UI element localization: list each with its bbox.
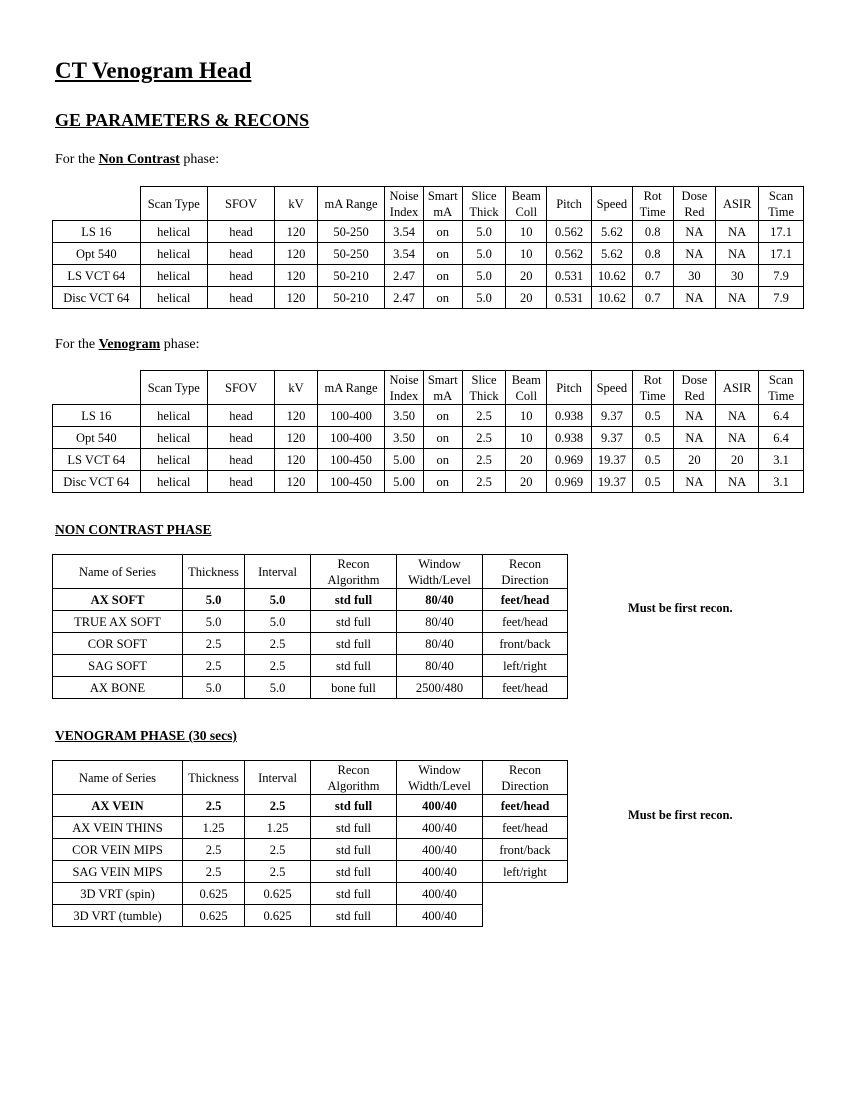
table-cell: on <box>423 265 462 287</box>
table-cell: 30 <box>716 265 759 287</box>
table-row <box>53 817 568 839</box>
column-header: Pitch <box>547 371 592 405</box>
table-cell: 5.0 <box>462 287 506 309</box>
table-cell: feet/head <box>483 817 568 839</box>
table-row <box>53 589 568 611</box>
table-cell: 0.625 <box>183 905 245 927</box>
table-header-row <box>53 371 804 405</box>
table-cell: front/back <box>483 633 568 655</box>
venogram-heading: VENOGRAM PHASE (30 secs) <box>55 728 237 743</box>
first-recon-note: Must be first recon. <box>628 808 733 822</box>
table-cell: 80/40 <box>397 611 483 633</box>
table-header-row <box>53 761 568 795</box>
table-cell: 5.0 <box>462 221 506 243</box>
table-cell: 5.0 <box>183 589 245 611</box>
table-cell: head <box>207 449 274 471</box>
table-cell: head <box>207 221 274 243</box>
table-cell: 5.0 <box>183 611 245 633</box>
table-cell: head <box>207 405 274 427</box>
column-header: SFOV <box>207 371 274 405</box>
table-cell: 2.5 <box>245 633 311 655</box>
table-cell: bone full <box>311 677 397 699</box>
table-cell: 400/40 <box>397 795 483 817</box>
table-cell: 2500/480 <box>397 677 483 699</box>
non-contrast-heading: NON CONTRAST PHASE <box>55 522 212 537</box>
table-cell: 2.5 <box>245 861 311 883</box>
column-header: Dose Red <box>673 187 716 221</box>
table-cell: 0.562 <box>547 221 592 243</box>
table-cell: 80/40 <box>397 589 483 611</box>
series-name: 3D VRT (tumble) <box>53 905 183 927</box>
table-cell: 50-250 <box>317 243 384 265</box>
page-title: CT Venogram Head <box>55 58 252 83</box>
table-cell: 2.5 <box>245 655 311 677</box>
table-cell: 0.7 <box>632 265 673 287</box>
column-header: Window Width/Level <box>397 555 483 589</box>
scanner-name: Disc VCT 64 <box>53 471 141 493</box>
table-cell: std full <box>311 861 397 883</box>
column-header: kV <box>275 187 318 221</box>
table-cell: 80/40 <box>397 633 483 655</box>
table-cell: 3.50 <box>385 405 424 427</box>
table-cell: 0.5 <box>632 405 673 427</box>
table-cell: on <box>423 471 462 493</box>
table-cell: 5.0 <box>245 589 311 611</box>
table-cell: 5.62 <box>592 221 633 243</box>
series-name: SAG SOFT <box>53 655 183 677</box>
table-cell: 5.0 <box>462 265 506 287</box>
table-cell: 2.5 <box>462 471 506 493</box>
table-cell: 0.8 <box>632 243 673 265</box>
table-cell: 10.62 <box>592 287 633 309</box>
table-cell: 400/40 <box>397 861 483 883</box>
table-cell: on <box>423 221 462 243</box>
column-header: Speed <box>592 187 633 221</box>
table-row <box>53 471 804 493</box>
table-row <box>53 883 568 905</box>
column-header: Recon Direction <box>483 555 568 589</box>
table-cell: 5.0 <box>462 243 506 265</box>
table-cell: feet/head <box>483 795 568 817</box>
header-spacer <box>53 187 141 221</box>
venogram-scan-table <box>52 370 804 493</box>
first-recon-note: Must be first recon. <box>628 601 733 615</box>
venogram-recon-table <box>52 760 568 927</box>
table-cell: NA <box>673 471 716 493</box>
column-header: Scan Type <box>140 371 207 405</box>
scanner-name: LS 16 <box>53 221 141 243</box>
table-cell: 0.938 <box>547 405 592 427</box>
table-cell: 120 <box>275 221 318 243</box>
venogram-intro <box>55 337 200 353</box>
column-header: Scan Type <box>140 187 207 221</box>
column-header: Scan Time <box>759 371 804 405</box>
table-cell: 120 <box>275 287 318 309</box>
table-cell: std full <box>311 883 397 905</box>
column-header: Smart mA <box>423 187 462 221</box>
non-contrast-scan-table <box>52 186 804 309</box>
table-cell: NA <box>673 405 716 427</box>
table-cell: helical <box>140 265 207 287</box>
column-header: Noise Index <box>385 187 424 221</box>
table-cell: 20 <box>716 449 759 471</box>
table-cell: NA <box>673 221 716 243</box>
table-cell: 1.25 <box>245 817 311 839</box>
column-header: Interval <box>245 761 311 795</box>
table-cell: 50-250 <box>317 221 384 243</box>
table-cell: 400/40 <box>397 905 483 927</box>
table-cell: helical <box>140 243 207 265</box>
table-cell: 2.47 <box>385 287 424 309</box>
series-name: 3D VRT (spin) <box>53 883 183 905</box>
column-header: Thickness <box>183 761 245 795</box>
table-cell: on <box>423 405 462 427</box>
table-cell: NA <box>716 405 759 427</box>
series-name: COR VEIN MIPS <box>53 839 183 861</box>
table-cell: NA <box>716 221 759 243</box>
series-name: AX VEIN THINS <box>53 817 183 839</box>
column-header: Beam Coll <box>506 187 547 221</box>
intro-emphasis: Non Contrast <box>98 152 180 167</box>
table-cell: 2.5 <box>462 405 506 427</box>
table-row <box>53 287 804 309</box>
table-cell: 6.4 <box>759 427 804 449</box>
intro-text: phase: <box>179 152 220 167</box>
table-cell: 2.5 <box>462 427 506 449</box>
column-header: Name of Series <box>53 761 183 795</box>
series-name: TRUE AX SOFT <box>53 611 183 633</box>
table-cell: 0.8 <box>632 221 673 243</box>
table-row <box>53 677 568 699</box>
table-cell: head <box>207 471 274 493</box>
table-cell: 120 <box>275 405 318 427</box>
table-cell: NA <box>673 287 716 309</box>
table-cell: 20 <box>506 471 547 493</box>
table-cell: helical <box>140 449 207 471</box>
table-cell: 400/40 <box>397 817 483 839</box>
table-cell: 50-210 <box>317 265 384 287</box>
empty-cell <box>483 905 568 927</box>
table-cell: 120 <box>275 243 318 265</box>
table-cell: 0.531 <box>547 265 592 287</box>
column-header: Slice Thick <box>462 371 506 405</box>
series-name: AX VEIN <box>53 795 183 817</box>
table-cell: 6.4 <box>759 405 804 427</box>
table-cell: head <box>207 243 274 265</box>
table-cell: 0.7 <box>632 287 673 309</box>
table-cell: 17.1 <box>759 221 804 243</box>
table-cell: 10 <box>506 243 547 265</box>
table-header-row <box>53 555 568 589</box>
table-cell: helical <box>140 427 207 449</box>
table-cell: std full <box>311 905 397 927</box>
column-header: Smart mA <box>423 371 462 405</box>
table-cell: front/back <box>483 839 568 861</box>
table-cell: 3.1 <box>759 449 804 471</box>
table-cell: NA <box>673 427 716 449</box>
table-cell: head <box>207 265 274 287</box>
table-cell: 19.37 <box>592 471 633 493</box>
column-header: Window Width/Level <box>397 761 483 795</box>
table-cell: 0.625 <box>245 905 311 927</box>
table-cell: 20 <box>506 265 547 287</box>
table-cell: 0.969 <box>547 449 592 471</box>
scanner-name: Opt 540 <box>53 427 141 449</box>
table-cell: on <box>423 243 462 265</box>
scanner-name: Disc VCT 64 <box>53 287 141 309</box>
table-cell: 20 <box>506 287 547 309</box>
column-header: ASIR <box>716 187 759 221</box>
table-cell: helical <box>140 405 207 427</box>
non-contrast-intro <box>55 152 219 168</box>
table-row <box>53 221 804 243</box>
series-name: SAG VEIN MIPS <box>53 861 183 883</box>
column-header: Recon Direction <box>483 761 568 795</box>
table-cell: 10 <box>506 221 547 243</box>
table-cell: helical <box>140 471 207 493</box>
table-cell: 30 <box>673 265 716 287</box>
table-cell: 0.5 <box>632 449 673 471</box>
table-cell: feet/head <box>483 677 568 699</box>
table-cell: 0.625 <box>183 883 245 905</box>
column-header: Slice Thick <box>462 187 506 221</box>
table-cell: 2.47 <box>385 265 424 287</box>
table-row <box>53 265 804 287</box>
table-cell: feet/head <box>483 611 568 633</box>
table-row <box>53 633 568 655</box>
table-cell: 19.37 <box>592 449 633 471</box>
table-cell: 0.562 <box>547 243 592 265</box>
table-row <box>53 611 568 633</box>
table-cell: 2.5 <box>183 633 245 655</box>
table-cell: 0.5 <box>632 471 673 493</box>
column-header: Rot Time <box>632 187 673 221</box>
table-cell: 400/40 <box>397 883 483 905</box>
table-cell: head <box>207 287 274 309</box>
series-name: AX SOFT <box>53 589 183 611</box>
table-cell: 120 <box>275 449 318 471</box>
column-header: Thickness <box>183 555 245 589</box>
non-contrast-recon-table <box>52 554 568 699</box>
column-header: Rot Time <box>632 371 673 405</box>
table-cell: NA <box>716 471 759 493</box>
table-cell: 5.0 <box>245 611 311 633</box>
table-row <box>53 449 804 471</box>
table-cell: on <box>423 449 462 471</box>
table-row <box>53 905 568 927</box>
table-row <box>53 795 568 817</box>
table-cell: 17.1 <box>759 243 804 265</box>
column-header: Dose Red <box>673 371 716 405</box>
table-cell: std full <box>311 633 397 655</box>
header-spacer <box>53 371 141 405</box>
table-row <box>53 839 568 861</box>
column-header: SFOV <box>207 187 274 221</box>
table-cell: 0.531 <box>547 287 592 309</box>
table-row <box>53 655 568 677</box>
intro-text: phase: <box>160 337 200 352</box>
table-cell: std full <box>311 655 397 677</box>
table-cell: std full <box>311 817 397 839</box>
table-cell: 10 <box>506 405 547 427</box>
table-cell: on <box>423 287 462 309</box>
table-cell: 100-400 <box>317 427 384 449</box>
table-cell: 2.5 <box>183 839 245 861</box>
table-cell: 120 <box>275 471 318 493</box>
table-cell: std full <box>311 589 397 611</box>
column-header: Interval <box>245 555 311 589</box>
column-header: Recon Algorithm <box>311 761 397 795</box>
table-cell: std full <box>311 839 397 861</box>
table-cell: on <box>423 427 462 449</box>
table-cell: left/right <box>483 861 568 883</box>
series-name: COR SOFT <box>53 633 183 655</box>
table-cell: 20 <box>673 449 716 471</box>
table-cell: 10 <box>506 427 547 449</box>
table-cell: 7.9 <box>759 265 804 287</box>
table-cell: 3.54 <box>385 221 424 243</box>
page-subtitle: GE PARAMETERS & RECONS <box>55 110 310 130</box>
table-row <box>53 405 804 427</box>
table-cell: 80/40 <box>397 655 483 677</box>
table-cell: 5.0 <box>183 677 245 699</box>
scanner-name: Opt 540 <box>53 243 141 265</box>
table-header-row <box>53 187 804 221</box>
table-cell: 5.00 <box>385 449 424 471</box>
column-header: ASIR <box>716 371 759 405</box>
table-cell: 0.969 <box>547 471 592 493</box>
table-cell: 7.9 <box>759 287 804 309</box>
table-cell: head <box>207 427 274 449</box>
table-row <box>53 861 568 883</box>
scanner-name: LS VCT 64 <box>53 449 141 471</box>
table-cell: std full <box>311 611 397 633</box>
table-cell: NA <box>673 243 716 265</box>
table-row <box>53 243 804 265</box>
table-cell: 0.5 <box>632 427 673 449</box>
table-cell: 9.37 <box>592 427 633 449</box>
empty-cell <box>483 883 568 905</box>
table-cell: left/right <box>483 655 568 677</box>
table-cell: 10.62 <box>592 265 633 287</box>
table-cell: NA <box>716 427 759 449</box>
table-cell: std full <box>311 795 397 817</box>
table-cell: 9.37 <box>592 405 633 427</box>
column-header: mA Range <box>317 371 384 405</box>
column-header: Recon Algorithm <box>311 555 397 589</box>
table-cell: 5.00 <box>385 471 424 493</box>
table-cell: NA <box>716 287 759 309</box>
table-cell: 2.5 <box>245 839 311 861</box>
table-cell: 2.5 <box>183 795 245 817</box>
column-header: Name of Series <box>53 555 183 589</box>
intro-emphasis: Venogram <box>98 337 161 352</box>
table-cell: 2.5 <box>245 795 311 817</box>
table-cell: 100-450 <box>317 449 384 471</box>
table-cell: 20 <box>506 449 547 471</box>
intro-text: For the <box>55 152 99 167</box>
column-header: Scan Time <box>759 187 804 221</box>
table-cell: 400/40 <box>397 839 483 861</box>
table-cell: 5.62 <box>592 243 633 265</box>
series-name: AX BONE <box>53 677 183 699</box>
column-header: Noise Index <box>385 371 424 405</box>
table-cell: 5.0 <box>245 677 311 699</box>
table-cell: 2.5 <box>183 861 245 883</box>
column-header: Pitch <box>547 187 592 221</box>
table-cell: 120 <box>275 427 318 449</box>
table-cell: 3.50 <box>385 427 424 449</box>
column-header: mA Range <box>317 187 384 221</box>
table-cell: 120 <box>275 265 318 287</box>
table-cell: 2.5 <box>462 449 506 471</box>
table-cell: 3.54 <box>385 243 424 265</box>
column-header: Speed <box>592 371 633 405</box>
table-cell: 100-450 <box>317 471 384 493</box>
intro-text: For the <box>55 337 99 352</box>
table-cell: 3.1 <box>759 471 804 493</box>
table-cell: helical <box>140 287 207 309</box>
table-row <box>53 427 804 449</box>
table-cell: 2.5 <box>183 655 245 677</box>
table-cell: 50-210 <box>317 287 384 309</box>
table-cell: 1.25 <box>183 817 245 839</box>
table-cell: 100-400 <box>317 405 384 427</box>
column-header: kV <box>275 371 318 405</box>
table-cell: 0.625 <box>245 883 311 905</box>
table-cell: 0.938 <box>547 427 592 449</box>
table-cell: NA <box>716 243 759 265</box>
table-cell: helical <box>140 221 207 243</box>
table-cell: feet/head <box>483 589 568 611</box>
scanner-name: LS 16 <box>53 405 141 427</box>
column-header: Beam Coll <box>506 371 547 405</box>
scanner-name: LS VCT 64 <box>53 265 141 287</box>
